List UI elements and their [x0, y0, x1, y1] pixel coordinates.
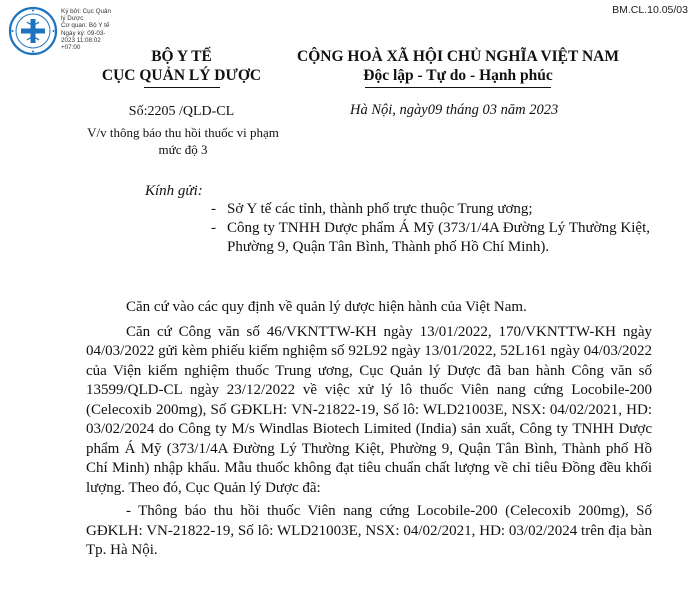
- issuing-agency: [94, 47, 269, 88]
- recipient-item: - Công ty TNHH Dược phẩm Á Mỹ (373/1/4A Đường Lý Thường Kiệt, Phường 9, Quận Tân Bình, Thành phố Hồ Chí Minh).: [205, 219, 650, 257]
- signature-line: Ký bởi: Cục Quản: [61, 8, 111, 15]
- digital-signature-stamp: [61, 8, 131, 51]
- body-paragraph: Căn cứ vào các quy định về quản lý dược hiện hành của Việt Nam.: [126, 299, 527, 315]
- ministry-name: BỘ Y TẾ: [151, 48, 212, 65]
- national-heading: [288, 47, 628, 88]
- document-number: Số:2205 /QLD-CL: [128, 104, 235, 119]
- recipients-label: Kính gửi:: [145, 183, 203, 199]
- form-code: BM.CL.10.05/03: [612, 4, 688, 16]
- agency-underline: [144, 87, 220, 88]
- place-and-date: Hà Nội, ngày09 tháng 03 năm 2023: [350, 102, 559, 118]
- republic-name: CỘNG HOÀ XÃ HỘI CHỦ NGHĨA VIỆT NAM: [297, 48, 619, 65]
- motto-underline: [365, 87, 551, 88]
- signature-line: lý Dược: [61, 15, 84, 23]
- document-subject: V/v thông báo thu hồi thuốc vi phạm mức độ 3: [87, 125, 279, 157]
- national-motto: Độc lập - Tự do - Hạnh phúc: [363, 67, 553, 84]
- body-paragraph: Căn cứ Công văn số 46/VKNTTW-KH ngày 13/01/2022, 170/VKNTTW-KH ngày 04/03/2022 gửi kèm phiếu kiểm nghiệm số 92L92 ngày 13/01/2022, 52L161 ngày 04/03/2022 của Viện kiểm nghiệm thuốc Trung ương, Cục Quản lý Dược đã ban hành Công văn số 13599/QLD-CL ngày 23/12/2022 về việc xử lý lô thuốc Viên nang cứng Locobile-200 (Celecoxib 200mg), Số GĐKLH: VN-21822-19, Số lô: WLD21003E, NSX: 04/02/2021, HD: 03/02/2024 do Công ty M/s Windlas Biotech Limited (India) sản xuất, Công ty TNHH Dược phẩm Á Mỹ (373/1/4A Đường Lý Thường Kiệt, Phường 9, Quận Tân Bình, Thành phố Hồ Chí Minh) nhập khẩu. Mẫu thuốc không đạt tiêu chuẩn chất lượng về chỉ tiêu Đồng đều khối lượng. Theo đó, Cục Quản lý Dược đã:: [86, 323, 652, 496]
- signature-line: +07:00: [61, 44, 81, 52]
- signature-line: Cơ quan: Bộ Y tế: [61, 22, 110, 30]
- recipient-item: - Sở Y tế các tỉnh, thành phố trực thuộc Trung ương;: [205, 200, 650, 219]
- signature-line: Ngày ký: 09-03-: [61, 29, 106, 37]
- department-name: CỤC QUẢN LÝ DƯỢC: [101, 67, 262, 84]
- agency-seal-icon: [8, 6, 58, 56]
- signature-line: 2023 11:08:02: [61, 36, 101, 44]
- body-paragraph: - Thông báo thu hồi thuốc Viên nang cứng Locobile-200 (Celecoxib 200mg), Số GĐKLH: VN-21822-19, Số lô: WLD21003E, NSX: 04/02/2021, HD: 03/02/2024 trên địa bàn Tp. Hà Nội.: [86, 503, 652, 558]
- document-body: [86, 298, 652, 565]
- recipients-list: [205, 200, 650, 257]
